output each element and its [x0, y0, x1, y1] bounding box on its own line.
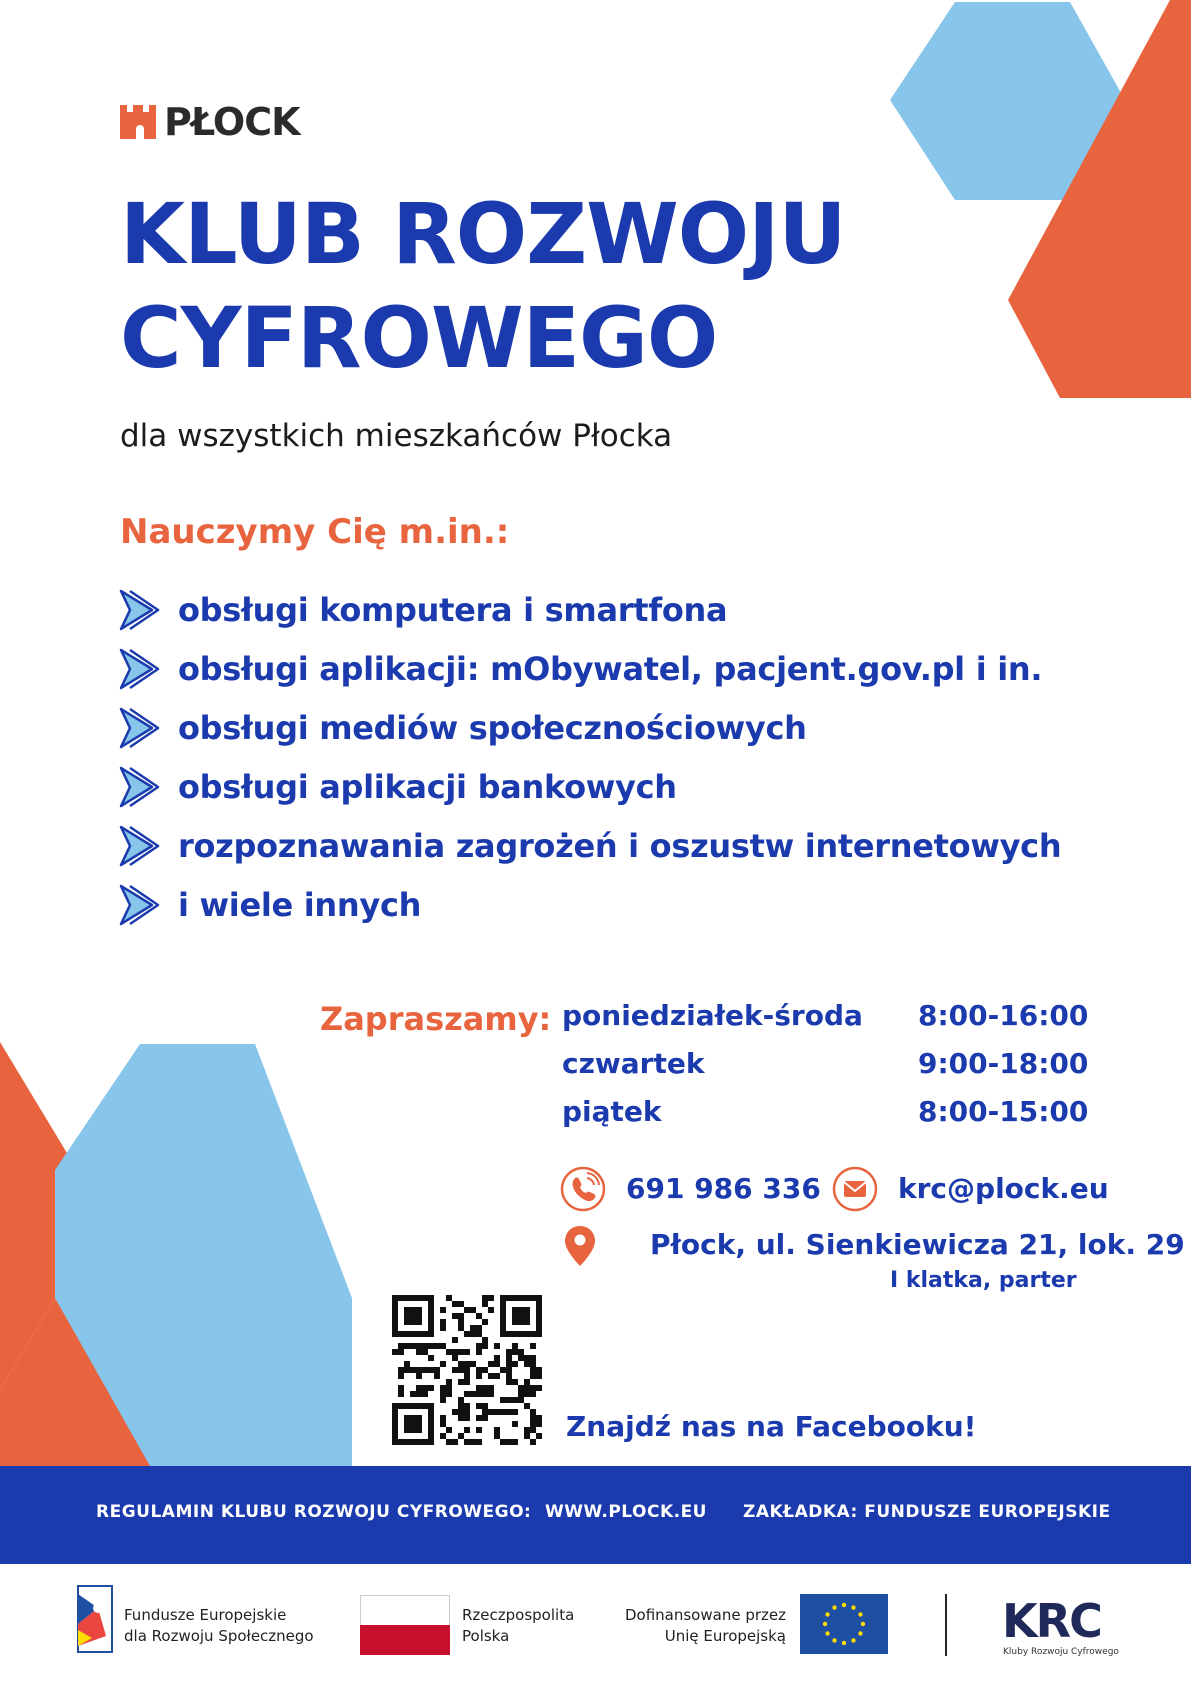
rp-line-2: Polska [462, 1627, 510, 1645]
schedule-time: 8:00-15:00 [918, 1095, 1089, 1128]
krc-logo-subtitle: Kluby Rozwoju Cyfrowego [1003, 1647, 1119, 1657]
list-item [118, 580, 1061, 639]
castle-icon [118, 103, 158, 141]
schedule-time: 8:00-16:00 [918, 999, 1089, 1032]
plock-logo [118, 100, 300, 144]
logo-city-name: PŁOCK [164, 100, 300, 144]
title-line-2: CYFROWEGO [120, 289, 718, 387]
list-item-text: i wiele innych [178, 885, 422, 924]
list-item [118, 757, 1061, 816]
arrow-bullet-icon [118, 647, 160, 691]
schedule-day: poniedziałek-środa [562, 999, 863, 1032]
list-item-text: obsługi mediów społecznościowych [178, 708, 807, 747]
info-band [0, 1466, 1191, 1564]
page-title [120, 182, 846, 390]
fe-logo-text [124, 1605, 314, 1647]
subtitle: dla wszystkich mieszkańców Płocka [120, 418, 673, 454]
address: Płock, ul. Sienkiewicza 21, lok. 29 [650, 1228, 1185, 1261]
list-item [118, 698, 1061, 757]
lead-heading: Nauczymy Cię m.in.: [120, 512, 510, 552]
topics-list [118, 580, 1061, 934]
list-item-text: obsługi aplikacji: mObywatel, pacjent.gov.pl i in. [178, 649, 1043, 688]
qr-code[interactable] [392, 1295, 542, 1445]
list-item [118, 816, 1061, 875]
facebook-text: Znajdź nas na Facebooku! [566, 1410, 977, 1443]
polish-flag-icon [360, 1595, 450, 1655]
list-item-text: obsługi komputera i smartfona [178, 590, 728, 629]
envelope-icon [832, 1166, 878, 1212]
list-item [118, 875, 1061, 934]
phone-icon [560, 1166, 606, 1212]
map-pin-icon [563, 1224, 597, 1268]
fe-line-1: Fundusze Europejskie [124, 1606, 287, 1624]
schedule-day: piątek [562, 1095, 662, 1128]
arrow-bullet-icon [118, 883, 160, 927]
eu-line-1: Dofinansowane przez [624, 1606, 786, 1624]
email-link[interactable]: krc@plock.eu [898, 1172, 1109, 1205]
list-item [118, 639, 1061, 698]
arrow-bullet-icon [118, 706, 160, 750]
title-line-1: KLUB ROZWOJU [120, 185, 846, 283]
arrow-bullet-icon [118, 588, 160, 632]
phone-number[interactable]: 691 986 336 [626, 1172, 821, 1205]
fundusze-europejskie-logo-icon [72, 1584, 114, 1654]
schedule-day: czwartek [562, 1047, 705, 1080]
rp-line-1: Rzeczpospolita [462, 1606, 575, 1624]
rp-logo-text [462, 1605, 574, 1647]
band-regulamin: REGULAMIN KLUBU ROZWOJU CYFROWEGO: [96, 1502, 532, 1522]
arrow-bullet-icon [118, 824, 160, 868]
arrow-bullet-icon [118, 765, 160, 809]
band-website[interactable]: WWW.PLOCK.EU [545, 1502, 707, 1522]
band-tab: ZAKŁADKA: FUNDUSZE EUROPEJSKIE [743, 1502, 1111, 1522]
schedule-time: 9:00-18:00 [918, 1047, 1089, 1080]
address-note: I klatka, parter [890, 1268, 1077, 1293]
list-item-text: rozpoznawania zagrożeń i oszustw internetowych [178, 826, 1062, 865]
eu-line-2: Unię Europejską [664, 1627, 786, 1645]
logo-divider [945, 1594, 947, 1656]
invite-label: Zapraszamy: [320, 1000, 552, 1038]
krc-logo: KRC [1002, 1594, 1101, 1648]
eu-flag-icon [800, 1594, 888, 1654]
fe-line-2: dla Rozwoju Społecznego [124, 1627, 314, 1645]
list-item-text: obsługi aplikacji bankowych [178, 767, 677, 806]
eu-logo-text [618, 1605, 786, 1647]
